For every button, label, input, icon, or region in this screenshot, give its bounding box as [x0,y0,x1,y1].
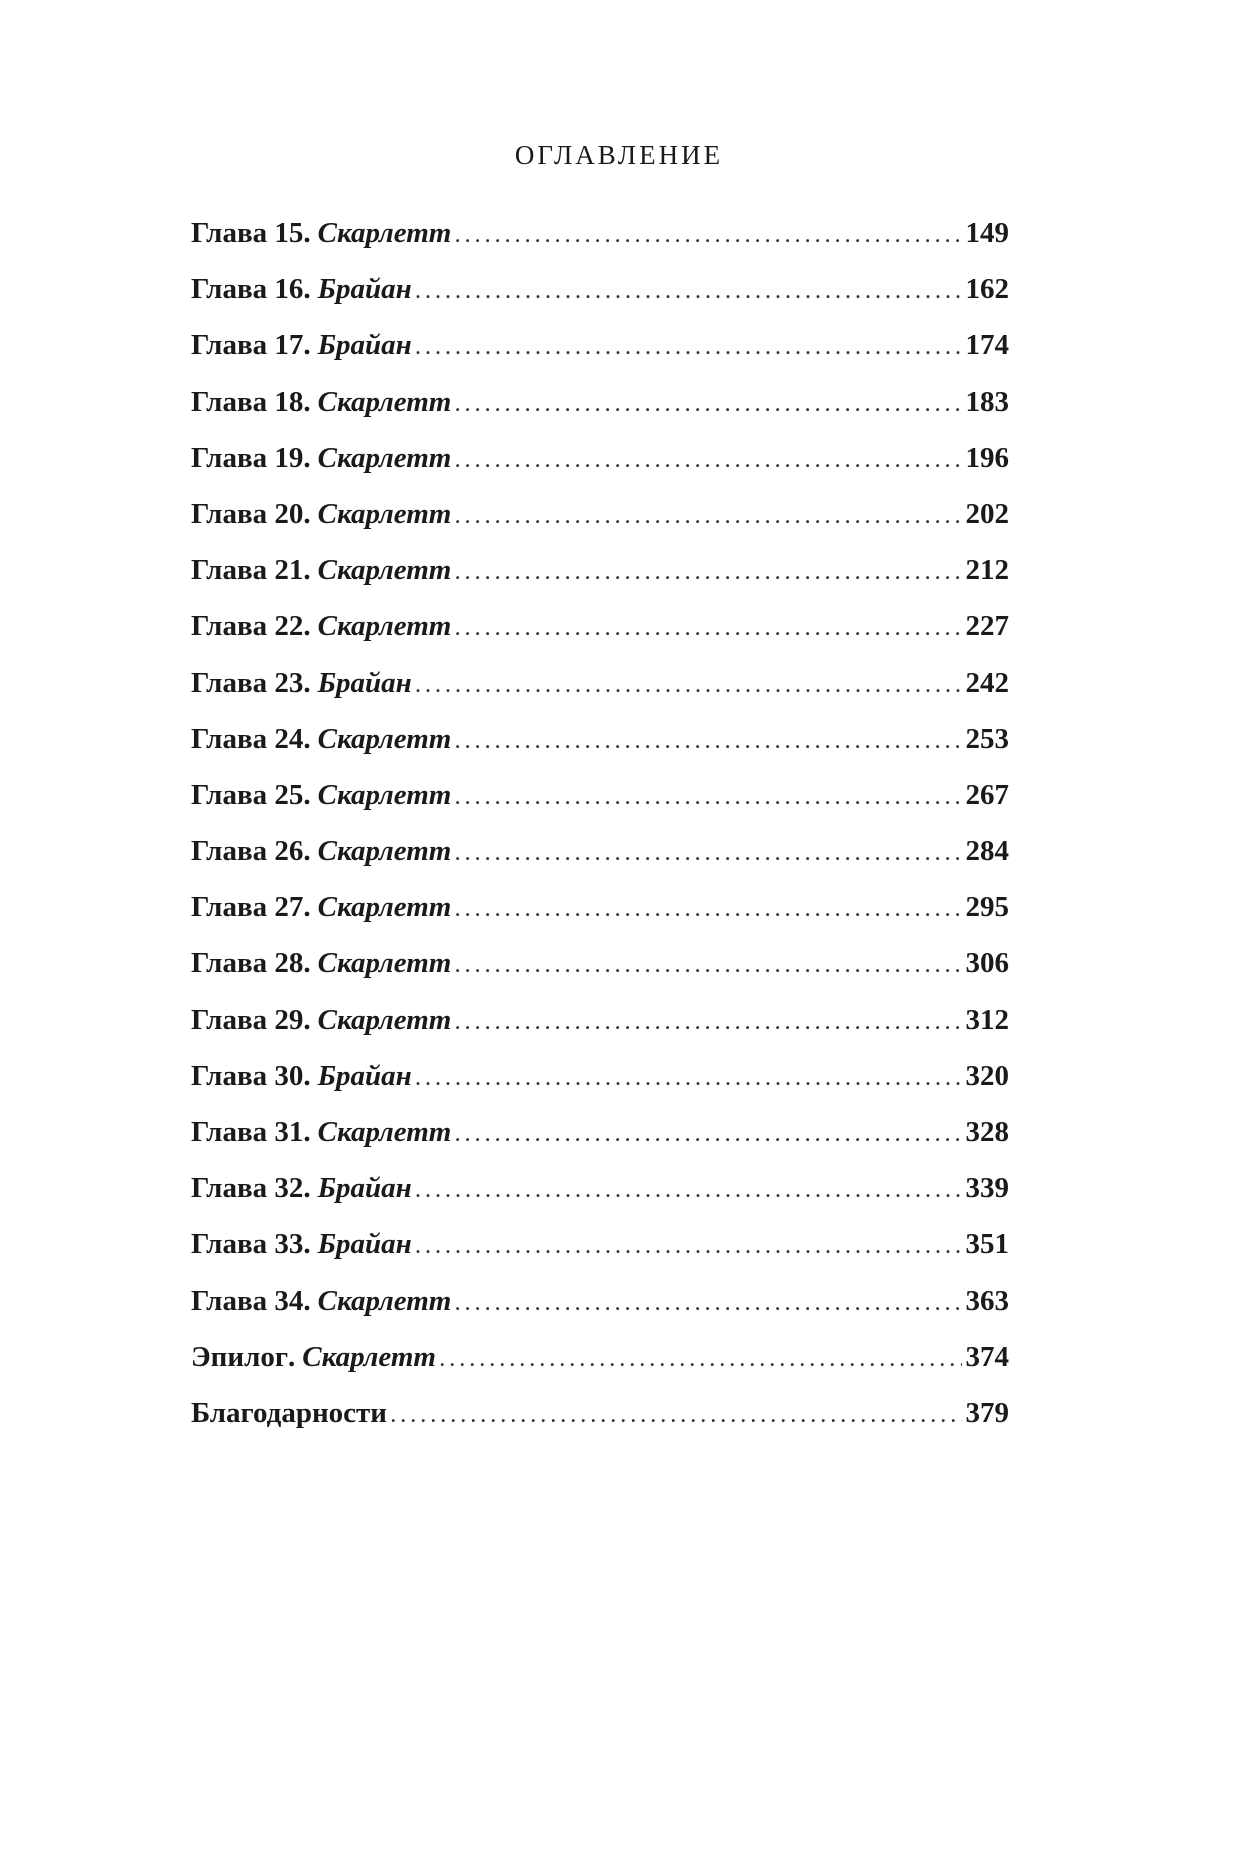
toc-entry-page-number: 351 [965,1228,1009,1261]
toc-dot-leader [440,1332,962,1388]
toc-entry [191,1216,1009,1272]
toc-dot-leader [455,545,961,601]
toc-entry-narrator: Скарлетт [317,722,452,755]
toc-entry [191,486,1009,542]
toc-entry-narrator: Брайан [317,1059,412,1092]
toc-dot-leader [416,1051,962,1107]
toc-dot-leader [455,433,961,489]
toc-dot-leader [416,1219,962,1275]
toc-dot-leader [416,1163,962,1219]
toc-entry-page-number: 295 [965,891,1009,924]
toc-entry-label: Глава 29 [191,1003,304,1036]
toc-entry-narrator: Скарлетт [317,1116,452,1148]
toc-entry-narrator: Скарлетт [317,441,452,474]
toc-entry [191,1329,1009,1385]
toc-entry-page-number: 183 [965,385,1009,418]
toc-entry-label: Глава 15 [191,217,304,249]
toc-entry-page-number: 374 [965,1340,1009,1373]
toc-dot-leader [455,995,961,1051]
toc-entry-label: Глава 27 [191,891,304,924]
toc-entry-separator: . [303,666,311,699]
toc-entry [191,823,1009,879]
toc-entry-narrator: Скарлетт [317,1003,452,1036]
toc-entry-separator: . [303,1284,311,1317]
toc-entry-narrator: Скарлетт [317,217,452,249]
toc-dot-leader [416,320,962,376]
toc-entry-narrator: Скарлетт [317,778,452,811]
toc-entry-narrator: Брайан [317,329,412,362]
toc-entry-page-number: 267 [965,778,1009,811]
toc-entry-narrator: Скарлетт [317,554,452,587]
toc-dot-leader [416,658,962,714]
toc-entry-label: Глава 17 [191,329,304,362]
toc-entry-narrator: Брайан [317,666,412,699]
toc-dot-leader [455,377,961,433]
toc-entry-narrator: Скарлетт [317,1284,452,1317]
toc-entry-narrator: Скарлетт [302,1340,436,1373]
toc-list [191,205,1009,1441]
toc-entry-separator: . [303,1059,311,1092]
toc-entry-separator: . [303,329,311,362]
toc-entry-label: Глава 34 [191,1284,304,1317]
toc-dot-leader [455,1276,961,1332]
toc-entry-narrator: Скарлетт [317,610,452,643]
toc-entry-label: Глава 30 [191,1059,304,1092]
toc-entry-page-number: 242 [965,666,1009,699]
toc-entry-page-number: 149 [965,217,1009,249]
toc-entry-label: Глава 19 [191,441,304,474]
toc-entry-separator: . [303,1228,311,1261]
toc-dot-leader [455,770,961,826]
toc-entry-separator: . [303,778,311,811]
toc-entry-separator: . [303,1172,311,1205]
toc-entry-page-number: 253 [965,722,1009,755]
toc-entry [191,711,1009,767]
toc-entry [191,430,1009,486]
toc-entry-separator: . [303,891,311,924]
toc-entry [191,767,1009,823]
toc-dot-leader [416,264,962,320]
toc-entry [191,1385,1009,1441]
toc-entry [191,1273,1009,1329]
toc-entry-page-number: 306 [965,947,1009,980]
toc-entry-narrator: Скарлетт [317,385,452,418]
toc-entry-page-number: 363 [965,1284,1009,1317]
toc-entry-page-number: 174 [965,329,1009,362]
toc-entry-page-number: 196 [965,441,1009,474]
toc-entry-page-number: 339 [965,1172,1009,1205]
toc-entry-page-number: 379 [965,1396,1009,1429]
toc-dot-leader [391,1388,961,1444]
toc-entry-separator: . [288,1340,296,1373]
toc-entry [191,542,1009,598]
toc-entry-separator: . [303,947,311,980]
toc-dot-leader [455,938,961,994]
toc-entry [191,205,1009,261]
toc-entry-page-number: 227 [965,610,1009,643]
toc-entry-label: Глава 31 [191,1116,304,1148]
toc-entry-separator: . [303,610,311,643]
toc-entry-separator: . [303,385,311,418]
toc-entry-separator: . [303,835,311,868]
toc-entry-label: Глава 33 [191,1228,304,1261]
toc-entry-label: Глава 22 [191,610,304,643]
toc-entry-label: Эпилог [191,1340,289,1373]
toc-entry [191,261,1009,317]
toc-entry-label: Глава 26 [191,835,304,868]
toc-entry-separator: . [303,441,311,474]
toc-dot-leader [455,601,961,657]
toc-entry-label: Глава 16 [191,273,304,306]
toc-entry [191,317,1009,373]
toc-entry-page-number: 312 [965,1003,1009,1036]
toc-entry-narrator: Скарлетт [317,497,452,530]
toc-entry-page-number: 284 [965,835,1009,868]
toc-entry-page-number: 212 [965,554,1009,587]
toc-dot-leader [455,714,961,770]
toc-entry-separator: . [303,1003,311,1036]
toc-entry-separator: . [303,217,311,249]
toc-entry-narrator: Скарлетт [317,947,452,980]
toc-entry-separator: . [303,497,311,530]
toc-entry-page-number: 162 [965,273,1009,306]
toc-dot-leader [455,489,961,545]
toc-dot-leader [455,1107,961,1163]
toc-entry-separator: . [303,1116,311,1148]
toc-entry-label: Глава 24 [191,722,304,755]
toc-entry [191,374,1009,430]
toc-entry [191,1160,1009,1216]
toc-entry-separator: . [303,273,311,306]
toc-entry-label: Глава 21 [191,554,304,587]
toc-entry [191,655,1009,711]
toc-entry-separator: . [303,554,311,587]
toc-entry-label: Глава 20 [191,497,304,530]
toc-entry-separator: . [303,722,311,755]
toc-entry-page-number: 320 [965,1059,1009,1092]
toc-entry [191,1104,1009,1160]
toc-entry-label: Глава 18 [191,385,304,418]
toc-dot-leader [455,208,961,264]
toc-entry [191,879,1009,935]
toc-entry-label: Благодарности [191,1396,388,1429]
toc-entry-narrator: Брайан [317,273,412,306]
toc-entry [191,992,1009,1048]
toc-entry-narrator: Скарлетт [317,835,452,868]
toc-entry [191,598,1009,654]
toc-entry-label: Глава 32 [191,1172,304,1205]
toc-entry-label: Глава 23 [191,666,304,699]
toc-entry-page-number: 328 [965,1116,1009,1148]
toc-dot-leader [455,826,961,882]
toc-entry [191,935,1009,991]
toc-entry-label: Глава 25 [191,778,304,811]
page-title: ОГЛАВЛЕНИЕ [514,140,724,170]
toc-entry [191,1048,1009,1104]
toc-entry-label: Глава 28 [191,947,304,980]
toc-entry-narrator: Скарлетт [317,891,452,924]
toc-entry-narrator: Брайан [317,1228,412,1261]
toc-entry-page-number: 202 [965,497,1009,530]
toc-dot-leader [455,882,961,938]
toc-entry-narrator: Брайан [317,1172,412,1205]
